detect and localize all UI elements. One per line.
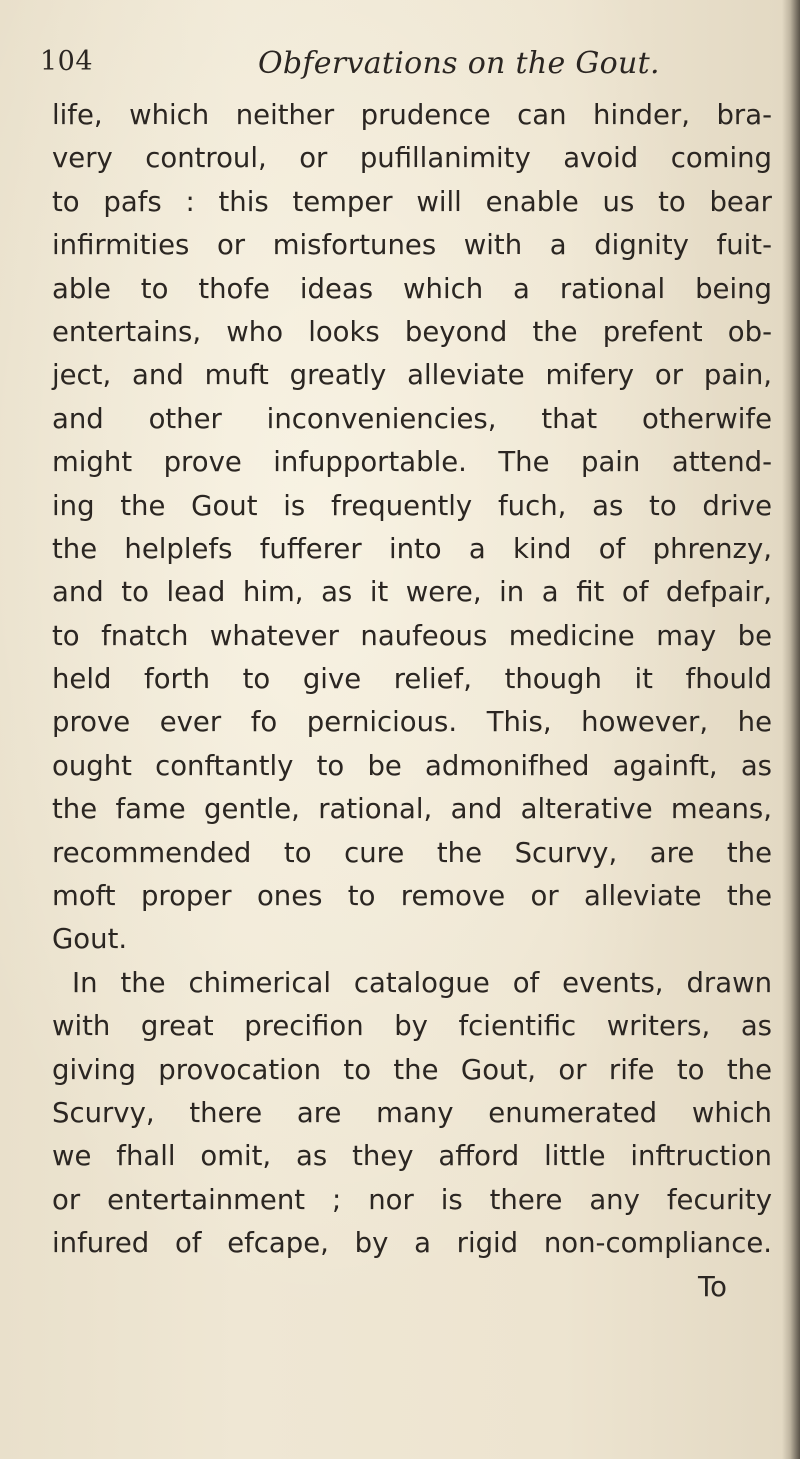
text-line: ought conftantly to be admonifhed againft, as <box>52 749 772 782</box>
text-line: prove ever fo pernicious. This, however, he <box>52 706 772 739</box>
text-line: ing the Gout is frequently fuch, as to drive <box>52 489 772 522</box>
text-line: Scurvy, there are many enumerated which <box>52 1096 772 1129</box>
text-line-paragraph-start: In the chimerical catalogue of events, drawn <box>72 966 772 999</box>
running-title: Obfervations on the Gout. <box>258 46 660 81</box>
text-line: moft proper ones to remove or alleviate the <box>52 880 772 913</box>
text-line: infured of efcape, by a rigid non-compliance. <box>52 1227 772 1260</box>
text-line: infirmities or misfortunes with a dignity fuit- <box>52 229 772 262</box>
text-line: life, which neither prudence can hinder, bra- <box>52 99 772 131</box>
text-line: to pafs : this temper will enable us to bear <box>52 185 772 218</box>
text-line-paragraph-end: Gout. <box>52 923 128 956</box>
text-line: giving provocation to the Gout, or rife to the <box>52 1053 772 1086</box>
page-edge-shadow <box>782 0 800 1459</box>
text-line: and other inconveniencies, that otherwife <box>52 402 772 435</box>
text-line: very controul, or pufillanimity avoid coming <box>52 142 772 175</box>
text-line: to fnatch whatever naufeous medicine may be <box>52 619 772 652</box>
text-line: with great precifion by fcientific writers, as <box>52 1010 772 1043</box>
text-line: or entertainment ; nor is there any fecurity <box>52 1183 772 1216</box>
body-text <box>52 94 772 1309</box>
text-line: the fame gentle, rational, and alterative means, <box>52 793 772 826</box>
text-line: held forth to give relief, though it fhould <box>52 663 772 696</box>
catchword: To <box>698 1270 727 1303</box>
text-line: recommended to cure the Scurvy, are the <box>52 836 772 869</box>
text-line: ject, and muft greatly alleviate mifery or pain, <box>52 359 772 392</box>
text-line: and to lead him, as it were, in a fit of defpair, <box>52 576 772 609</box>
text-line: the helplefs fufferer into a kind of phrenzy, <box>52 532 772 565</box>
text-line: we fhall omit, as they afford little inftruction <box>52 1140 772 1173</box>
page-header <box>40 46 760 96</box>
text-line: able to thofe ideas which a rational being <box>52 272 772 305</box>
page-number: 104 <box>40 46 94 77</box>
text-line: entertains, who looks beyond the prefent ob- <box>52 315 772 348</box>
text-line: might prove infupportable. The pain attend- <box>52 446 772 479</box>
